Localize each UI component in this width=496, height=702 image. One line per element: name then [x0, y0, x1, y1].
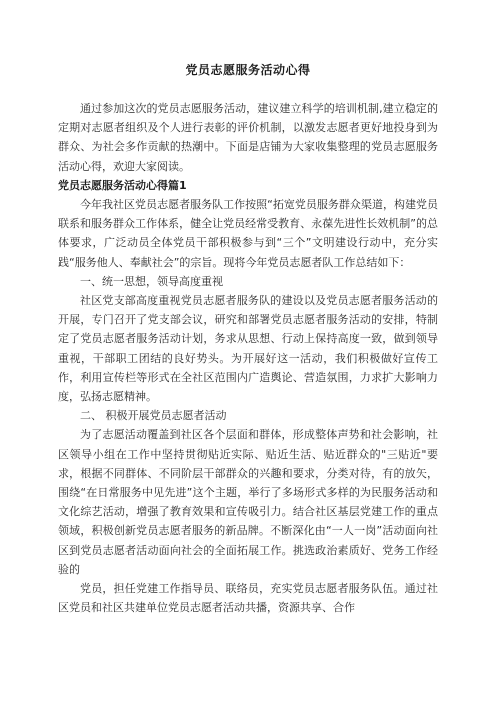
subheading-1: 一、统一思想，领导高度重视 [80, 274, 223, 288]
paragraph-2: 社区党支部高度重视党员志愿者服务队的建设以及党员志愿者服务活动的开展，专门召开了党支部会议，研究和部署党员志愿者服务活动的安排，特制定了党员志愿者服务活动计划，务求从思想、行动上保持高度一致，做到领导重视，干部职工团结的良好势头。为开展好这一活动，我们积极做好宣传工作，利用宣传栏等形式在全社区范围内广造舆论、营造氛围，力求扩大影响力度，弘扬志愿精神。 [58, 294, 438, 404]
paragraph-3: 为了志愿活动覆盖到社区各个层面和群体，形成整体声势和社会影响，社区领导小组在工作中坚持贯彻贴近实际、贴近生活、贴近群众的"三贴近"要求，根据不同群体、不同阶层干部群众的兴趣和要求，分类对待，有的放矢，围绕“在日常服务中见先进”这个主题，举行了多场形式多样的为民服务活动和文化综艺活动，增强了教育效果和宣传吸引力。结合社区基层党建工作的重点领域，积极创新党员志愿者服务的新品牌。不断深化由“一人一岗”活动面向社区到党员志愿者活动面向社会的全面拓展工作。挑选政治素质好、党务工作经验的 [58, 428, 438, 576]
paragraph-1: 今年我社区党员志愿者服务队工作按照“拓宽党员服务群众渠道，构建党员联系和服务群众工作体系，健全让党员经常受教育、永葆先进性长效机制”的总体要求，广泛动员全体党员干部积极参与到“三个”文明建设行动中，充分实践“服务他人、奉献社会”的宗旨。现将今年党员志愿者队工作总结如下： [58, 198, 438, 269]
subheading-2: 二、 积极开展党员志愿者活动 [80, 409, 227, 423]
paragraph-4: 党员，担任党建工作指导员、联络员，充实党员志愿者服务队伍。通过社区党员和社区共建单位党员志愿者活动共播，资源共享、合作 [58, 582, 438, 615]
intro-paragraph: 通过参加这次的党员志愿服务活动，建议建立科学的培训机制,建立稳定的定期对志愿者组织及个人进行表彰的评价机制，以激发志愿者更好地投身到为群众、为社会多作贡献的热潮中。下面是店铺为大家收集整理的党员志愿服务活动心得，欢迎大家阅读。 [58, 102, 438, 173]
section-heading: 党员志愿服务活动心得篇1 [58, 178, 187, 192]
document-title: 党员志愿服务活动心得 [185, 63, 311, 77]
